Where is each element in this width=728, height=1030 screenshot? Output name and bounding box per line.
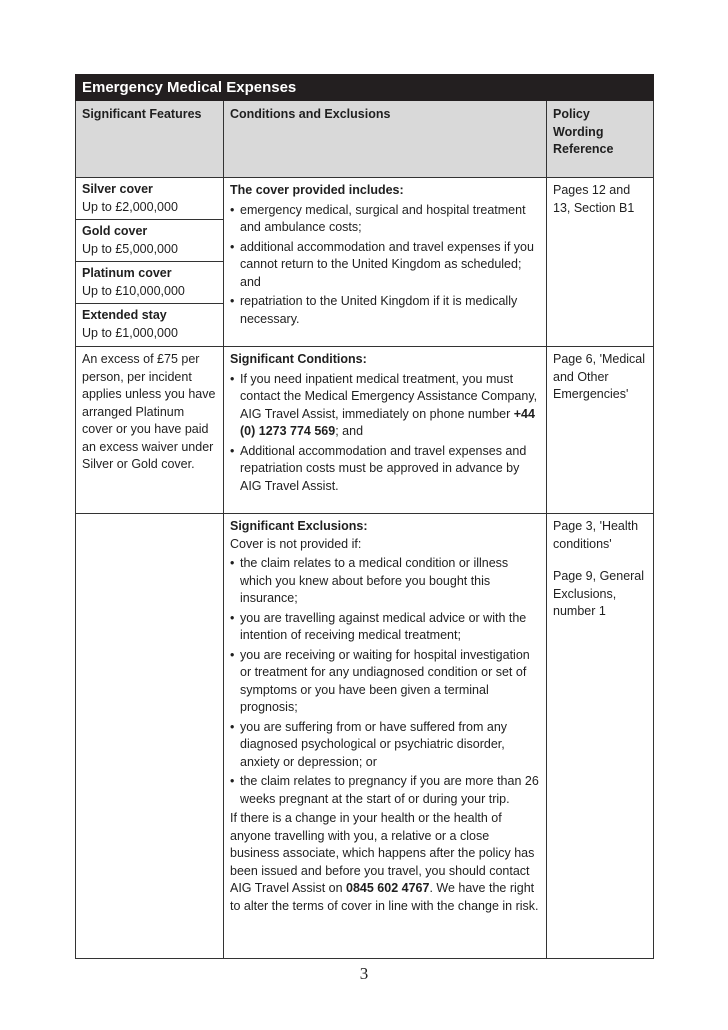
excess-text: An excess of £75 per person, per incident applies unless you have arranged Platinum cover or you have paid an excess waiver under Silver or Gold cover. xyxy=(76,347,224,513)
cover-includes: The cover provided includes: • emergency medical, surgical and hospital treatment and ambulance costs; • additional accommodation and travel expenses if you cannot return to the United Kingdom as scheduled; and • repatriation to the United Kingdom if it is medically necessary. xyxy=(224,178,547,346)
cover-extended-stay: Extended stay Up to £1,000,000 xyxy=(82,308,178,340)
table-row xyxy=(75,514,654,959)
contact-phone-number: 0845 602 4767 xyxy=(346,881,430,895)
header-features: Significant Features xyxy=(76,101,224,177)
emergency-medical-table xyxy=(75,74,654,959)
list-item: • you are travelling against medical advice or with the intention of receiving medical treatment; xyxy=(230,610,540,645)
significant-conditions: Significant Conditions: • If you need inpatient medical treatment, you must contact the Medical Emergency Assistance Company, AIG Travel Assist, immediately on phone number +44 (0) 1273 774 569; and • Additional accommodation and travel expenses and repatriation costs must be approved in advance by AIG Travel Assist. xyxy=(224,347,547,513)
list-item: • If you need inpatient medical treatment, you must contact the Medical Emergency Assistance Company, AIG Travel Assist, immediately on phone number +44 (0) 1273 774 569; and xyxy=(230,371,540,441)
table-row xyxy=(75,347,654,514)
list-item: • additional accommodation and travel expenses if you cannot return to the United Kingdom as scheduled; and xyxy=(230,239,540,292)
assist-phone-number: +44 (0) 1273 774 569 xyxy=(240,406,535,438)
change-in-health-note: If there is a change in your health or the health of anyone travelling with you, a relative or a close business associate, which happens after the policy has been issued and before you travel, you should contact AIG Travel Assist on 0845 602 4767. We have the right to alter the terms of cover in line with the change in risk. xyxy=(230,811,539,913)
list-item: • you are receiving or waiting for hospital investigation or treatment for any undiagnosed condition or set of symptoms or you have been given a terminal prognosis; xyxy=(230,647,540,717)
section-title: Emergency Medical Expenses xyxy=(75,74,654,101)
list-item: • repatriation to the United Kingdom if it is medically necessary. xyxy=(230,293,540,328)
policy-ref-1: Pages 12 and 13, Section B1 xyxy=(553,183,635,215)
list-item: • you are suffering from or have suffered from any diagnosed psychological or psychiatric disorder, anxiety or depression; or xyxy=(230,719,540,772)
significant-exclusions: Significant Exclusions: Cover is not provided if: • the claim relates to a medical condition or illness which you knew about before you bought this insurance; • you are travelling against medical advice or with the intention of receiving medical treatment; • you are receiving or waiting for hospital investigation or treatment for any undiagnosed condition or set of symptoms or you have been given a terminal prognosis; • you are suffering from or have suffered from any diagnosed psychological or psychiatric disorder, anxiety or depression; or • the claim relates to pregnancy if you are more than 26 weeks pregnant at the start of or during your trip. If there is a change in your health or the health of anyone travelling with you, a relative or a close business associate, which happens after the policy has been issued and before you travel, you should contact AIG Travel Assist on 0845 602 4767. We have the right to alter the terms of cover in line with the change in risk. xyxy=(224,514,547,958)
list-item: • the claim relates to pregnancy if you are more than 26 weeks pregnant at the start of or during your trip. xyxy=(230,773,540,808)
list-item: • Additional accommodation and travel expenses and repatriation costs must be approved in advance by AIG Travel Assist. xyxy=(230,443,540,496)
empty-cell xyxy=(76,514,224,958)
policy-ref-2: Page 6, 'Medical and Other Emergencies' xyxy=(553,352,646,401)
cover-silver: Silver cover Up to £2,000,000 xyxy=(76,178,223,220)
header-policy-ref: Policy Wording Reference xyxy=(553,107,614,156)
page-number: 3 xyxy=(359,964,369,983)
table-header xyxy=(75,101,654,177)
list-item: • the claim relates to a medical condition or illness which you knew about before you bought this insurance; xyxy=(230,555,540,608)
header-conditions: Conditions and Exclusions xyxy=(224,101,547,177)
table-row xyxy=(75,177,654,347)
policy-ref-3: Page 3, 'Health conditions' Page 9, General Exclusions, number 1 xyxy=(553,519,645,618)
cover-platinum: Platinum cover Up to £10,000,000 xyxy=(76,262,223,304)
cover-gold: Gold cover Up to £5,000,000 xyxy=(76,220,223,262)
list-item: • emergency medical, surgical and hospital treatment and ambulance costs; xyxy=(230,202,540,237)
cover-levels xyxy=(76,178,224,346)
